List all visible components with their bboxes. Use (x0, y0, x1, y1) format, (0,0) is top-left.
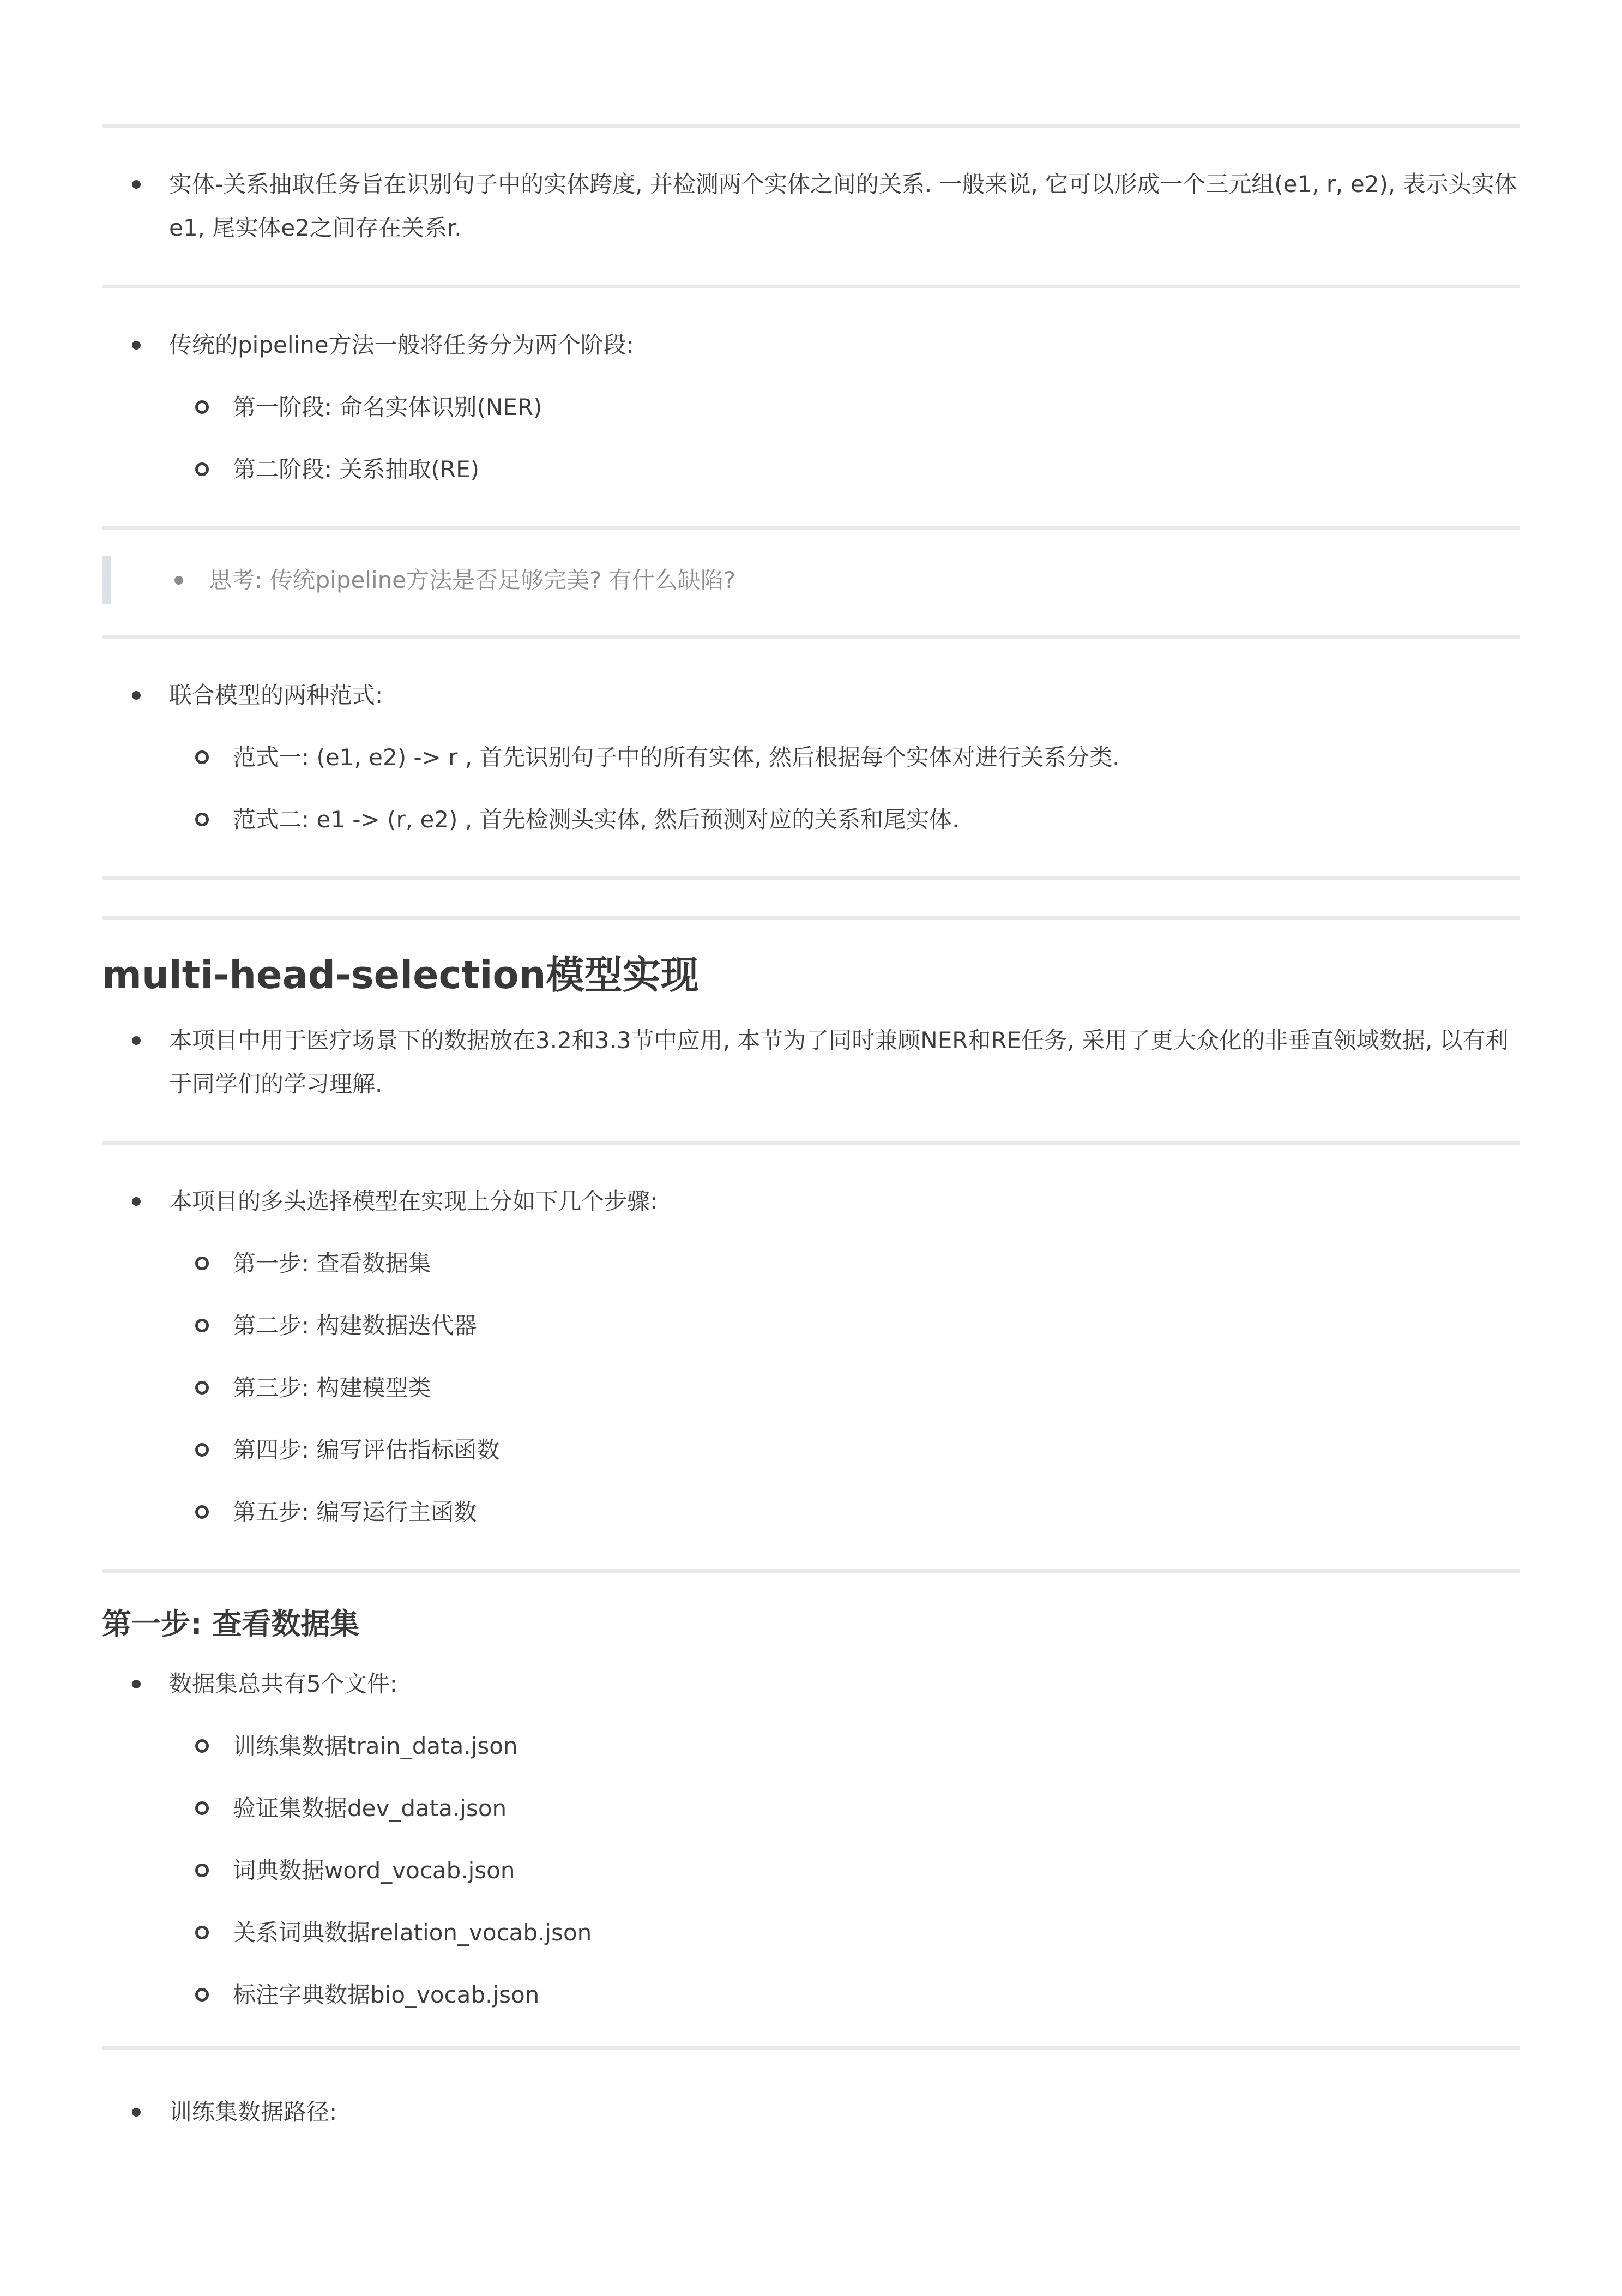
list-item (102, 1180, 1520, 1534)
step-text: 第二步: 构建数据迭代器 (233, 1312, 477, 1339)
step1-cell (102, 1573, 1520, 2046)
sub-bullet-list (169, 1242, 1520, 1534)
file-name-text: 训练集数据train_data.json (233, 1733, 518, 1759)
question-cell (102, 530, 1520, 635)
train-path-lead-text: 训练集数据路径: (169, 2099, 337, 2125)
list-item (102, 1019, 1520, 1106)
bullet-list (102, 1019, 1520, 1106)
model-intro-text: 本项目中用于医疗场景下的数据放在3.2和3.3节中应用, 本节为了同时兼顾NER和RE任务, 采用了更大众化的非垂直领域数据, 以有利于同学们的学习理解. (169, 1027, 1509, 1097)
cell-divider (102, 124, 1520, 128)
list-item (102, 2090, 1520, 2134)
list-item (169, 1490, 1520, 1534)
intro-cell (102, 128, 1520, 285)
bullet-list (102, 674, 1520, 842)
pipeline-lead-text: 传统的pipeline方法一般将任务分为两个阶段: (169, 332, 634, 358)
step-text: 第三步: 构建模型类 (233, 1374, 431, 1401)
cell-divider (102, 916, 1520, 920)
bullet-list (111, 558, 1520, 602)
bullet-list (102, 1180, 1520, 1534)
bullet-list (102, 2090, 1520, 2134)
pipeline-cell (102, 288, 1520, 526)
list-item (111, 558, 1520, 602)
list-item (102, 323, 1520, 491)
list-item (102, 1662, 1520, 2017)
step-text: 第一步: 查看数据集 (233, 1250, 431, 1277)
blockquote (102, 556, 1520, 604)
sub-bullet-list (169, 1724, 1520, 2017)
train-path-cell (102, 2050, 1520, 2174)
cell-divider (102, 635, 1520, 639)
cell-divider (102, 1569, 1520, 1573)
pipeline-stage-text: 第二阶段: 关系抽取(RE) (233, 456, 479, 483)
cell-divider (102, 1141, 1520, 1145)
list-item (102, 163, 1520, 250)
list-item (169, 1787, 1520, 1830)
question-text: 思考: 传统pipeline方法是否足够完美? 有什么缺陷? (209, 567, 736, 593)
steps-cell (102, 1145, 1520, 1569)
joint-paradigm-text: 范式一: (e1, e2) -> r , 首先识别句子中的所有实体, 然后根据每个实体对进行关系分类. (233, 744, 1120, 771)
step-text: 第五步: 编写运行主函数 (233, 1499, 477, 1525)
pipeline-stage-text: 第一阶段: 命名实体识别(NER) (233, 394, 542, 420)
list-item (169, 1724, 1520, 1768)
file-name-text: 关系词典数据relation_vocab.json (233, 1919, 592, 1946)
intro-text: 实体-关系抽取任务旨在识别句子中的实体跨度, 并检测两个实体之间的关系. 一般来说, 它可以形成一个三元组(e1, r, e2), 表示头实体e1, 尾实体e2之间存在关系r. (169, 171, 1517, 241)
list-item (169, 1428, 1520, 1472)
cell-divider (102, 526, 1520, 530)
files-lead-text: 数据集总共有5个文件: (169, 1670, 397, 1697)
list-item (169, 1366, 1520, 1410)
cell-divider (102, 876, 1520, 880)
list-item (169, 386, 1520, 429)
file-name-text: 词典数据word_vocab.json (233, 1857, 515, 1884)
file-name-text: 标注字典数据bio_vocab.json (233, 1981, 540, 2008)
joint-paradigm-text: 范式二: e1 -> (r, e2) , 首先检测头实体, 然后预测对应的关系和尾实体. (233, 806, 960, 833)
file-name-text: 验证集数据dev_data.json (233, 1795, 507, 1822)
joint-model-cell (102, 639, 1520, 876)
page-title: multi-head-selection模型实现 (102, 953, 699, 997)
list-item (102, 674, 1520, 842)
list-item (169, 1973, 1520, 2017)
sub-bullet-list (169, 736, 1520, 842)
list-item (169, 1849, 1520, 1892)
list-item (169, 1242, 1520, 1285)
list-item (169, 1304, 1520, 1348)
empty-cell (102, 880, 1520, 916)
sub-bullet-list (169, 386, 1520, 491)
list-item (169, 1911, 1520, 1955)
bullet-list (102, 1662, 1520, 2017)
list-item (169, 736, 1520, 779)
joint-lead-text: 联合模型的两种范式: (169, 682, 383, 708)
bullet-list (102, 323, 1520, 491)
steps-lead-text: 本项目的多头选择模型在实现上分如下几个步骤: (169, 1188, 658, 1215)
cell-divider (102, 285, 1520, 288)
model-section-cell (102, 920, 1520, 1141)
section-title: 第一步: 查看数据集 (102, 1607, 360, 1641)
bullet-list (102, 163, 1520, 250)
list-item (169, 448, 1520, 491)
list-item (169, 798, 1520, 842)
step-text: 第四步: 编写评估指标函数 (233, 1436, 500, 1463)
cell-divider (102, 2046, 1520, 2050)
